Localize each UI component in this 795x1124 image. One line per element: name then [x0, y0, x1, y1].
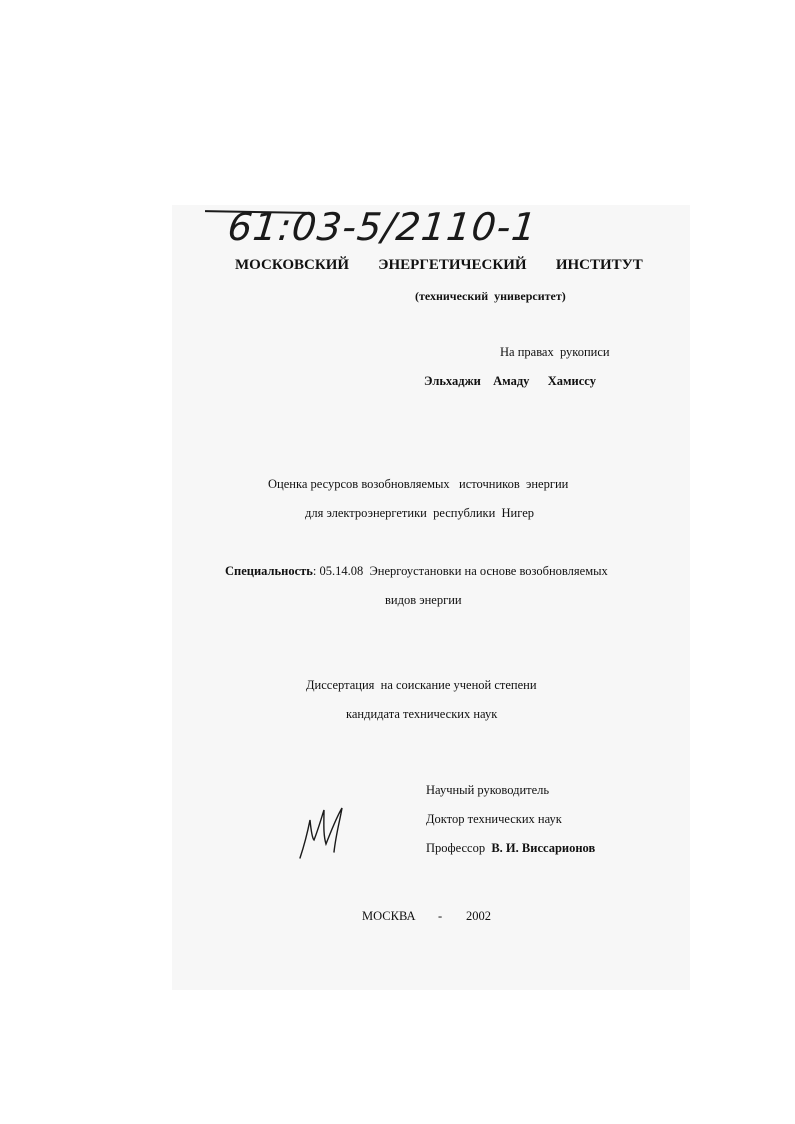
- supervisor-title: Профессор: [426, 841, 492, 855]
- city-year-separator: -: [438, 909, 443, 923]
- manuscript-rights: На правах рукописи: [500, 345, 610, 359]
- city: МОСКВА: [362, 909, 416, 923]
- author-name: Эльхаджи Амаду Хамиссу: [424, 374, 596, 388]
- dissertation-line2: кандидата технических наук: [346, 707, 498, 721]
- thesis-title-line2: для электроэнергетики республики Нигер: [305, 506, 534, 520]
- supervisor-role: Научный руководитель: [426, 783, 550, 797]
- specialty-code: : 05.14.08 Энергоустановки на основе возобновляемых: [312, 564, 608, 578]
- signature-image: [296, 800, 360, 862]
- institute-subtitle: (технический университет): [415, 289, 566, 303]
- thesis-title-line1: Оценка ресурсов возобновляемых источников энергии: [268, 477, 569, 491]
- dissertation-line1: Диссертация на соискание ученой степени: [306, 678, 537, 692]
- year: 2002: [466, 909, 491, 923]
- institute-name: МОСКОВСКИЙ ЭНЕРГЕТИЧЕСКИЙ ИНСТИТУТ: [235, 257, 643, 273]
- supervisor-name: В. И. Виссарионов: [491, 841, 596, 855]
- specialty-line2: видов энергии: [385, 593, 462, 607]
- specialty-label: Специальность: [225, 564, 313, 578]
- supervisor-degree: Доктор технических наук: [426, 812, 562, 826]
- archive-number: 61:03-5/2110-1: [225, 205, 540, 249]
- specialty-line1: [225, 565, 608, 578]
- supervisor-line: [426, 842, 595, 855]
